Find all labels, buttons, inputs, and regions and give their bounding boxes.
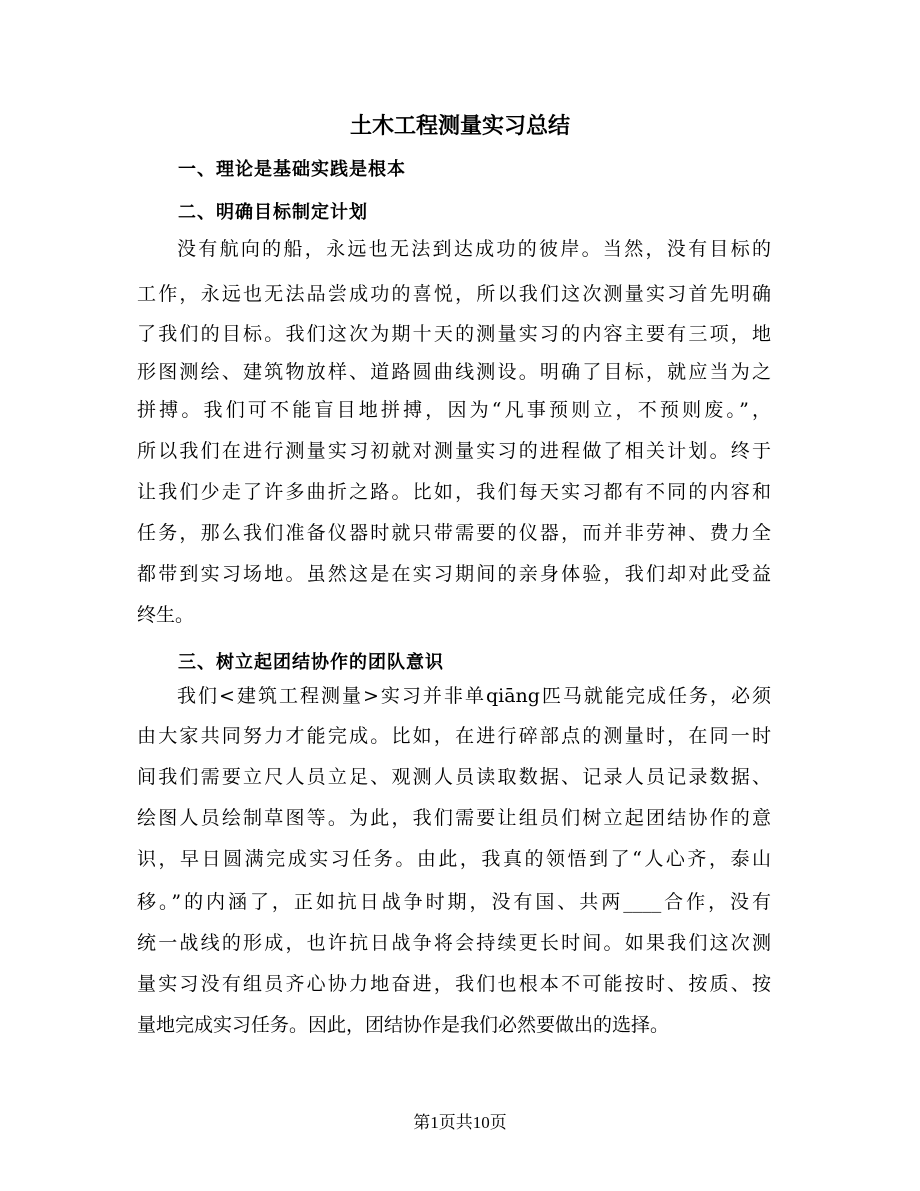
paragraph-line: 没有航向的船，永远也无法到达成功的彼岸。当然，没有目标的 — [177, 238, 771, 260]
section-heading-2: 二、明确目标制定计划 — [178, 202, 368, 223]
paragraph-line: 绘图人员绘制草图等。为此，我们需要让组员们树立起团结协作的意 — [137, 807, 771, 829]
paragraph-line: 识，早日圆满完成实习任务。由此，我真的领悟到了“人心齐，泰山 — [137, 848, 771, 870]
paragraph-line: 统一战线的形成，也许抗日战争将会持续更长时间。如果我们这次测 — [137, 932, 771, 954]
paragraph-line: 让我们少走了许多曲折之路。比如，我们每天实习都有不同的内容和 — [137, 481, 771, 503]
paragraph-line: 工作，永远也无法品尝成功的喜悦，所以我们这次测量实习首先明确 — [137, 283, 771, 305]
paragraph-line: 量实习没有组员齐心协力地奋进，我们也根本不可能按时、按质、按 — [137, 973, 771, 995]
section-heading-1: 一、理论是基础实践是根本 — [178, 159, 406, 180]
paragraph-line: 间我们需要立尺人员立足、观测人员读取数据、记录人员记录数据、 — [137, 766, 771, 788]
section-heading-3: 三、树立起团结协作的团队意识 — [178, 652, 444, 673]
paragraph-line: 拼搏。我们可不能盲目地拼搏，因为“凡事预则立，不预则废。”， — [137, 399, 771, 421]
paragraph-line: 形图测绘、建筑物放样、道路圆曲线测设。明确了目标，就应当为之 — [137, 361, 771, 383]
paragraph-line: 终生。 — [137, 604, 195, 626]
paragraph-line: 由大家共同努力才能完成。比如，在进行碎部点的测量时，在同一时 — [137, 725, 771, 747]
paragraph-line: 了我们的目标。我们这次为期十天的测量实习的内容主要有三项，地 — [137, 323, 771, 345]
page-title: 土木工程测量实习总结 — [349, 114, 570, 139]
paragraph-line: 我们<建筑工程测量>实习并非单qiāng匹马就能完成任务，必须 — [177, 685, 771, 707]
paragraph-line: 移。”的内涵了，正如抗日战争时期，没有国、共两____合作，没有 — [137, 891, 771, 913]
paragraph-line: 所以我们在进行测量实习初就对测量实习的进程做了相关计划。终于 — [137, 440, 771, 462]
paragraph-line: 任务，那么我们准备仪器时就只带需要的仪器，而并非劳神、费力全 — [137, 522, 771, 544]
paragraph-line: 都带到实习场地。虽然这是在实习期间的亲身体验，我们却对此受益 — [137, 563, 771, 585]
paragraph-line: 量地完成实习任务。因此，团结协作是我们必然要做出的选择。 — [137, 1014, 670, 1036]
page-number: 第1页共10页 — [413, 1113, 507, 1132]
